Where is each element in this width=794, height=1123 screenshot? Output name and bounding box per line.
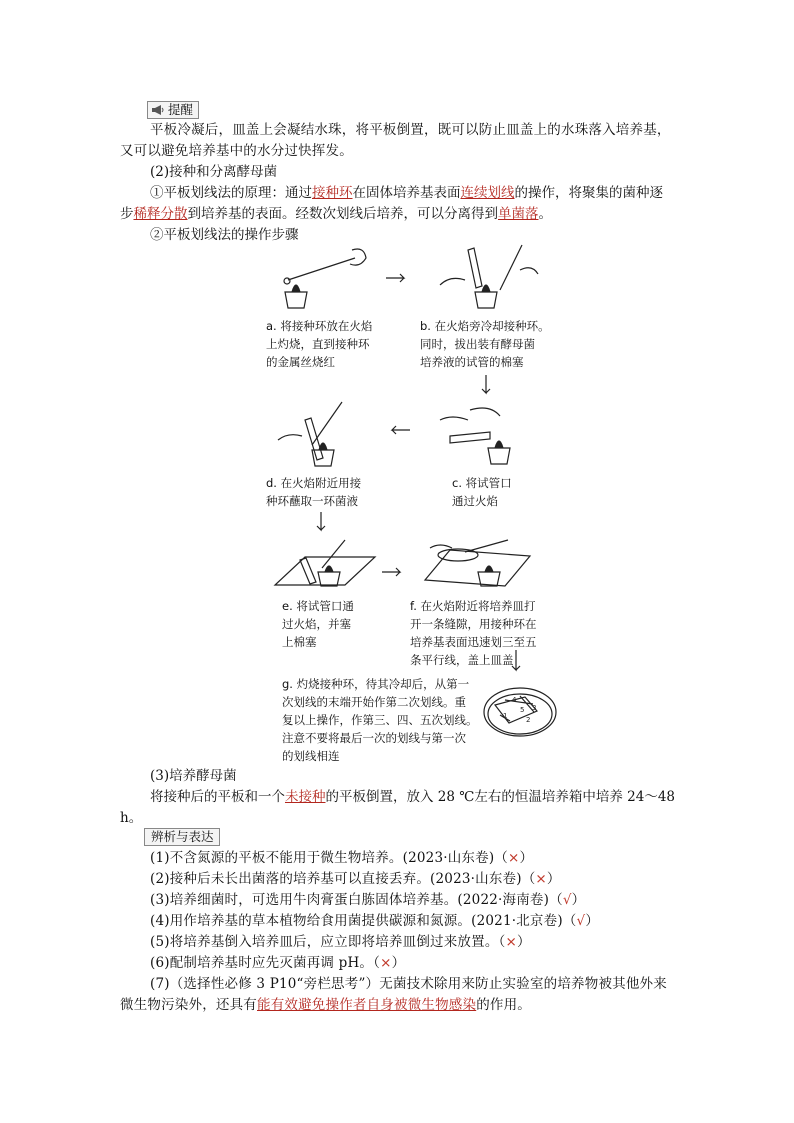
text-run: 步 — [120, 206, 134, 222]
item-text: (3)培养细菌时，可选用牛肉膏蛋白胨固体培养基。(2022·海南卷)（ — [150, 892, 563, 908]
item-text: (6)配制培养基时应先灭菌再调 pH。（ — [150, 955, 381, 971]
dish-number-5: 5 — [520, 706, 525, 714]
keyword-uninoculated: 未接种 — [285, 789, 326, 805]
item-text: (4)用作培养基的草本植物给食用菌提供碳源和氮源。(2021·北京卷)（ — [150, 913, 577, 929]
wrong-mark: × — [380, 955, 392, 971]
item-end: ） — [517, 934, 531, 950]
review-item-3 — [150, 890, 585, 910]
keyword-dilute-disperse: 稀释分散 — [133, 206, 188, 222]
wrong-mark: × — [505, 934, 517, 950]
text-run: 的平板倒置，放入 28 ℃左右的恒温培养箱中培养 24～48 — [325, 789, 676, 805]
review-item-6 — [150, 953, 405, 973]
arrow-right-icon — [382, 568, 400, 576]
step-g-caption: g. 灼烧接种环，待其冷却后，从第一 次划线的末端开始作第二次划线。重 复以上操作，作第三、四、五次划线。 注意不要将最后一次的划线与第一次 的划线相连 — [282, 677, 478, 763]
tip-text-1: 平板冷凝后，皿盖上会凝结水珠，将平板倒置，既可以防止皿盖上的水珠落入培养基， — [150, 122, 671, 138]
step-c-caption: c. 将试管口 通过火焰 — [452, 476, 512, 508]
section-2-steps-heading: ②平板划线法的操作步骤 — [150, 227, 299, 243]
step-d-illustration — [278, 402, 342, 466]
arrow-down-icon — [317, 512, 325, 530]
text-run: 的作用。 — [476, 997, 532, 1013]
arrow-down-icon — [482, 375, 490, 393]
text-run: ①平板划线法的原理：通过 — [150, 185, 312, 201]
section-3-text-line-1 — [150, 787, 675, 807]
review-label: 辨析与表达 — [151, 829, 214, 844]
step-a-caption: a. 将接种环放在火焰 上灼烧，直到接种环 的金属丝烧红 — [266, 319, 373, 369]
wrong-mark: × — [535, 871, 547, 887]
review-tag — [144, 828, 220, 846]
text-run: 到培养基的表面。经数次划线后培养，可以分离得到 — [187, 206, 498, 222]
item-end: ） — [519, 850, 534, 866]
section-2-heading: (2)接种和分离酵母菌 — [150, 164, 278, 180]
item-text: (5)将培养基倒入培养皿后，应立即将培养皿倒过来放置。（ — [150, 934, 506, 950]
text-run: 在固体培养基表面 — [352, 185, 461, 201]
wrong-mark: × — [508, 850, 520, 866]
tip-text-2: 又可以避免培养基中的水分过快挥发。 — [120, 143, 353, 159]
check-mark: √ — [562, 892, 572, 908]
review-item-7-line-2 — [120, 995, 531, 1015]
text-run: 。 — [538, 206, 552, 222]
keyword-continuous-streak: 连续划线 — [460, 185, 515, 201]
text-run: 将接种后的平板和一个 — [150, 789, 285, 805]
item-end: ） — [546, 871, 561, 887]
section-3-text-line-2: h。 — [120, 810, 143, 826]
keyword-single-colony: 单菌落 — [498, 206, 539, 222]
review-item-1 — [150, 848, 533, 868]
dish-number-1: 1 — [503, 712, 508, 720]
step-a-illustration — [284, 249, 366, 308]
item-end: ） — [391, 955, 406, 971]
step-f-caption: f. 在火焰附近将培养皿打 开一条缝隙，用接种环在 培养基表面迅速划三至五 条平行线，盖上皿盖 — [410, 599, 537, 667]
item-text: (2)接种后未长出菌落的培养基可以直接丢弃。(2023·山东卷)（ — [150, 871, 536, 887]
section-3-heading: (3)培养酵母菌 — [150, 768, 237, 784]
review-item-5 — [150, 932, 531, 952]
step-e-illustration — [275, 540, 375, 586]
arrow-right-icon — [386, 274, 404, 282]
step-d-caption: d. 在火焰附近用接 种环蘸取一环菌液 — [266, 476, 362, 508]
step-f-illustration — [425, 540, 530, 586]
text-run: 微生物污染外，还具有 — [120, 997, 257, 1013]
text-run: 的操作，将聚集的菌种逐 — [514, 185, 663, 201]
dish-number-4: 4 — [512, 696, 517, 704]
step-e-caption: e. 将试管口通 过火焰，并塞 上棉塞 — [282, 599, 354, 649]
review-item-4 — [150, 911, 599, 931]
item-text: (1)不含氮源的平板不能用于微生物培养。(2023·山东卷)（ — [150, 850, 509, 866]
check-mark: √ — [576, 913, 586, 929]
dish-number-3: 3 — [532, 704, 537, 712]
step-b-illustration — [440, 245, 538, 308]
review-item-2 — [150, 869, 561, 889]
step-b-caption: b. 在火焰旁冷却接种环。 同时，拔出装有酵母菌 培养液的试管的棉塞 — [420, 319, 550, 369]
dish-number-2: 2 — [526, 716, 531, 724]
item-end: ） — [585, 913, 600, 929]
keyword-inoculating-loop: 接种环 — [312, 185, 353, 201]
arrow-left-icon — [392, 426, 410, 434]
answer-underlined: 能有效避免操作者自身被微生物感染 — [257, 997, 477, 1013]
review-item-7-line-1: (7)（选择性必修 3 P10“旁栏思考”）无菌技术除用来防止实验室的培养物被其他外来 — [150, 976, 667, 992]
tip-label: 提醒 — [168, 102, 194, 117]
item-end: ） — [571, 892, 586, 908]
step-c-illustration — [440, 408, 510, 464]
